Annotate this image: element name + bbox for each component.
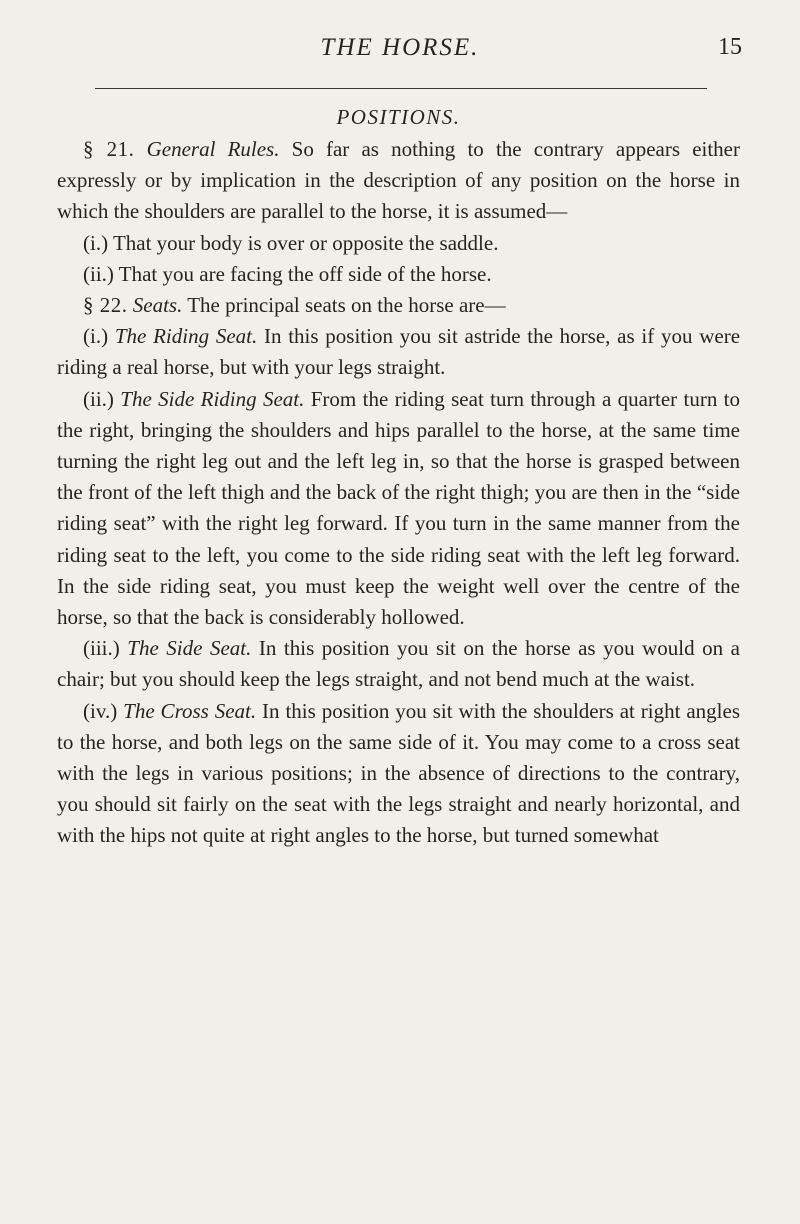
page-body [57, 102, 740, 852]
running-head [0, 34, 800, 74]
header-rule [95, 88, 707, 89]
paragraph [57, 696, 740, 852]
paragraph-text: In this position you sit with the shoulders at right angles to the horse, and both legs on the same side of it. You may come to a cross seat with the legs in various positions; in the absence of directions to the contrary, you should sit fairly on the seat with the legs straight and nearly horizontal, and with the hips not quite at right angles to the horse, but turned somewhat [57, 698, 740, 848]
paragraph-text: So far as nothing to the contrary appears either expressly or by implication in the description of any position on the horse in which the shoulders are parallel to the horse, it is assumed— [57, 137, 740, 224]
paragraph-text: In this position you sit astride the horse, as if you were riding a real horse, but with your legs straight. [57, 324, 741, 380]
paragraph-number: (iv.) [83, 698, 118, 723]
paragraph [57, 259, 740, 290]
paragraph-heading: The Side Seat. [127, 636, 252, 661]
running-title: THE HORSE. [320, 34, 480, 61]
paragraph [57, 384, 740, 634]
paragraph-text: The principal seats on the horse are— [182, 293, 506, 318]
paragraph-number: (iii.) [83, 636, 120, 661]
paragraph-heading: Seats. [132, 293, 183, 318]
paragraph-text: (ii.) That you are facing the off side of the horse. [83, 261, 492, 286]
paragraph [57, 134, 740, 228]
paragraph [57, 228, 740, 259]
paragraph-heading: The Side Riding Seat. [120, 386, 305, 411]
paragraph-number: § 21. [83, 137, 135, 161]
paragraph [57, 290, 740, 321]
page-number: 15 [718, 34, 742, 60]
paragraph-number: (ii.) [83, 386, 114, 411]
paragraph-heading: General Rules. [146, 137, 280, 161]
paragraph [57, 321, 740, 383]
section-title: POSITIONS. [336, 105, 461, 129]
paragraph-heading: The Riding Seat. [114, 324, 258, 349]
paragraph-number: § 22. [83, 293, 128, 318]
paragraph-text: In this position you sit on the horse as you would on a chair; but you should keep the legs straight, and not bend much at the waist. [57, 636, 741, 692]
paragraph-number: (i.) [83, 324, 109, 349]
paragraph [57, 633, 740, 695]
paragraph-text: From the riding seat turn through a quarter turn to the right, bringing the shoulders and hips parallel to the horse, at the same time turning the right leg out and the left leg in, so that the horse is grasped between the front of the left thigh and the back of the right thigh; you are then in the “side riding seat” with the right leg forward. If you turn in the same manner from the riding seat to the left, you come to the side riding seat with the left leg forward. In the side riding seat, you must keep the weight well over the centre of the horse, so that the back is considerably hollowed. [57, 386, 741, 630]
paragraph-heading: The Cross Seat. [123, 698, 257, 723]
paragraph-text: (i.) That your body is over or opposite the saddle. [83, 230, 499, 255]
